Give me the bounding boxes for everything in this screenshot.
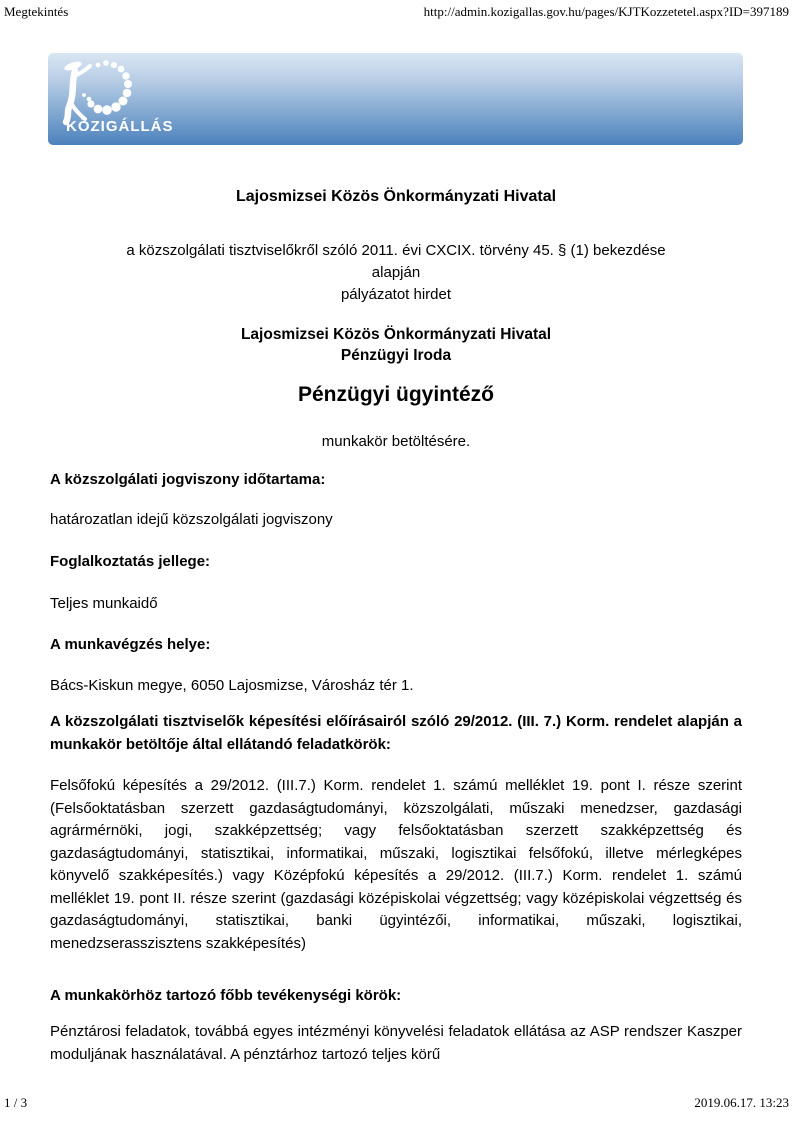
section-heading-tevekenysegi-korok: A munkakörhöz tartozó főbb tevékenységi körök:	[50, 987, 402, 1004]
legal-basis-line1: a közszolgálati tisztviselőkről szóló 2011. évi CXCIX. törvény 45. § (1) bekezdése	[126, 242, 666, 259]
section-heading-foglalkoztatas: Foglalkoztatás jellege:	[50, 553, 211, 570]
section-body-tevekenysegi-korok: Pénztárosi feladatok, továbbá egyes intézményi könyvelési feladatok ellátása az ASP rendszer Kaszper moduljának használatával. A pénztárhoz tartozó teljes körű	[50, 1023, 742, 1063]
section-heading-jogviszony: A közszolgálati jogviszony időtartama:	[50, 471, 326, 488]
print-header-title: Megtekintés	[4, 4, 69, 19]
print-footer-page-number: 1 / 3	[4, 1095, 28, 1110]
section-body-foglalkoztatas: Teljes munkaidő	[50, 595, 158, 612]
print-header	[4, 4, 789, 20]
legal-basis-line2: alapján	[371, 264, 421, 281]
legal-basis-line3: pályázatot hirdet	[340, 286, 452, 303]
person-icon	[63, 60, 90, 122]
logo-wordmark: KÖZIGÁLLÁS	[66, 118, 174, 135]
kozigallas-logo	[56, 57, 174, 143]
kozigallas-banner	[48, 53, 743, 145]
position-suffix: munkakör betöltésére.	[321, 433, 471, 450]
print-footer-timestamp: 2019.06.17. 13:23	[694, 1095, 789, 1110]
employer-block	[50, 324, 742, 366]
section-body-munkavegzes-helye: Bács-Kiskun megye, 6050 Lajosmizse, Városház tér 1.	[50, 677, 414, 694]
section-body-jogviszony: határozatlan idejű közszolgálati jogviszony	[50, 511, 333, 528]
employer-name: Lajosmizsei Közös Önkormányzati Hivatal	[240, 326, 552, 343]
logo-graphic	[56, 57, 156, 127]
org-title: Lajosmizsei Közös Önkormányzati Hivatal	[235, 188, 557, 205]
employer-department: Pénzügyi Iroda	[340, 347, 452, 364]
legal-basis-text	[50, 240, 742, 306]
print-header-url: http://admin.kozigallas.gov.hu/pages/KJTKozzetetel.aspx?ID=397189	[423, 4, 789, 19]
section-body-feladatkorok: Felsőfokú képesítés a 29/2012. (III.7.) Korm. rendelet 1. számú melléklet 19. pont I. része szerint (Felsőoktatásban szerzett gazdaságtudományi, közszolgálati, műszaki menedzser, gazdasági agrármérnöki, jogi, szakképzettség; vagy felsőoktatásban szerzett szakképzettség és gazdaságtudományi, statisztikai, informatikai, műszaki, logisztikai felsőfokú, illetve mérlegképes könyvelő szakképesítés.) vagy Középfokú képesítés a 29/2012. (III.7.) Korm. rendelet 1. számú melléklet 19. pont II. része szerint (gazdasági középiskolai végzettség; vagy középiskolai végzettség és gazdaságtudományi, statisztikai, banki ügyintézői, informatikai, műszaki, logisztikai, menedzserasszisztens szakképesítés)	[50, 777, 742, 952]
section-heading-feladatkorok: A közszolgálati tisztviselők képesítési előírásairól szóló 29/2012. (III. 7.) Korm. rendelet alapján a munkakör betöltője által ellátandó feladatkörök:	[50, 713, 742, 753]
print-footer	[4, 1095, 789, 1111]
section-heading-munkavegzes-helye: A munkavégzés helye:	[50, 636, 211, 653]
position-title: Pénzügyi ügyintéző	[297, 383, 494, 406]
